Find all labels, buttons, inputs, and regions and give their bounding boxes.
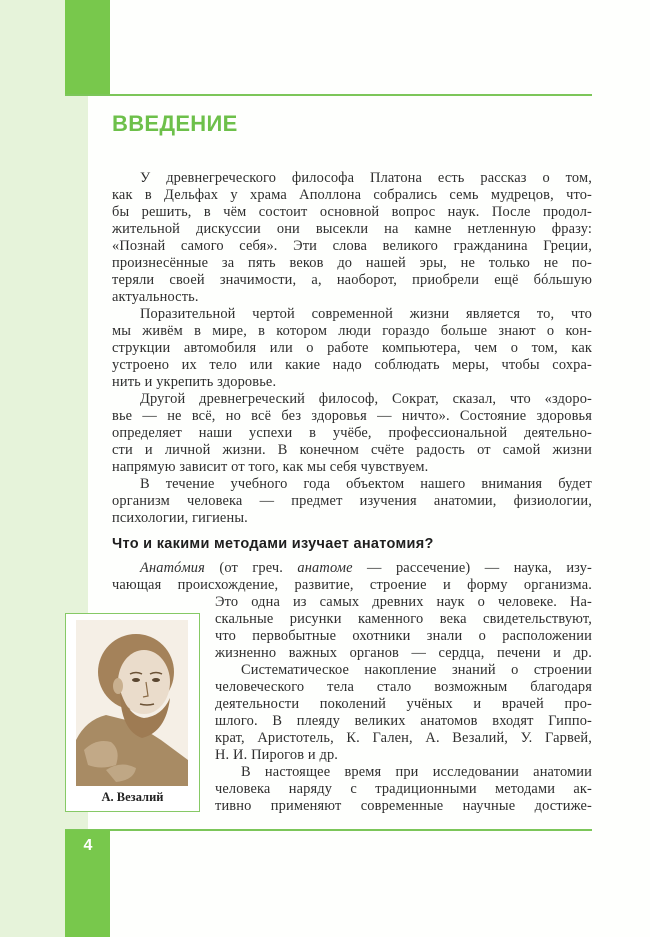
text-line: В течение учебного года объектом нашего внимания будет	[140, 476, 592, 492]
text-line: деятельности поколений учёных и врачей про-	[215, 696, 592, 712]
text-line: Систематическое накопление знаний о строении	[241, 662, 592, 678]
text-line: жизненно важных органов — сердца, печени и др.	[215, 645, 592, 661]
portrait-figure	[65, 613, 200, 812]
text-line: бы решить, в чём состоит основной вопрос наук. После продол-	[112, 204, 592, 220]
text-line: Поразительной чертой современной жизни является то, что	[140, 306, 592, 322]
portrait-illustration-icon	[76, 620, 188, 786]
text-line: как в Дельфах у храма Аполлона собрались семь мудрецов, что-	[112, 187, 592, 203]
text-line: произнесённые за пять веков до нашей эры, не только не по-	[112, 255, 592, 271]
text-line: скальные рисунки каменного века свидетельствуют,	[215, 611, 592, 627]
text-line: человека наряду с традиционными методами ак-	[215, 781, 592, 797]
text-line: сти и личной жизни. В конечном счёте радость от самой жизни	[112, 442, 592, 458]
footer-rule	[65, 829, 592, 831]
text-line: устроено их тело или какие надо соблюдать меры, чтобы сохра-	[112, 357, 592, 373]
text-fragment: (от греч.	[204, 560, 298, 576]
text-line-definition	[140, 560, 592, 577]
text-line: что первобытные охотники знали о расположении	[215, 628, 592, 644]
header-accent-block	[65, 0, 110, 96]
chapter-title: ВВЕДЕНИЕ	[112, 111, 238, 136]
text-line: струкции автомобиля или о работе компьютера, чем о том, как	[112, 340, 592, 356]
text-line: определяет наши успехи в учёбе, профессиональной деятельно-	[112, 425, 592, 441]
text-line: крат, Аристотель, К. Гален, А. Везалий, У. Гарвей,	[215, 730, 592, 746]
left-margin-strip-bottom	[0, 830, 65, 937]
text-line: человеческого тела стало возможным благодаря	[215, 679, 592, 695]
text-line: чающая происхождение, развитие, строение и форму организма.	[112, 577, 592, 593]
text-line: Другой древнегреческий философ, Сократ, сказал, что «здоро-	[140, 391, 592, 407]
text-line: шлого. В плеяду великих анатомов входят Гиппо-	[215, 713, 592, 729]
text-line: Н. И. Пирогов и др.	[215, 747, 339, 763]
text-line: тивно применяют современные научные достиже-	[215, 798, 592, 814]
text-line: актуальность.	[112, 289, 199, 305]
text-line: У древнегреческого философа Платона есть рассказ о том,	[140, 170, 592, 186]
text-line: вье — не всё, но всё без здоровья — ничто». Состояние здоровья	[112, 408, 592, 424]
term-anatomy: Анатóмия	[140, 560, 205, 576]
text-fragment: — рассечение) — наука, изу-	[352, 560, 592, 576]
portrait-image	[76, 620, 188, 786]
greek-term: анатоме	[297, 560, 353, 576]
text-line: теряли своей значимости, а, наоборот, приобрели ещё бóльшую	[112, 272, 592, 288]
text-line: Это одна из самых древних наук о человеке. На-	[215, 594, 592, 610]
portrait-caption: А. Везалий	[101, 790, 164, 804]
page-number: 4	[83, 837, 93, 854]
text-line: В настоящее время при исследовании анатомии	[241, 764, 592, 780]
text-line: организм человека — предмет изучения анатомии, физиологии,	[112, 493, 592, 509]
text-line: «Познай самого себя». Эти слова великого гражданина Греции,	[112, 238, 592, 254]
text-line: мы живём в мире, в котором люди гораздо больше знают о кон-	[112, 323, 592, 339]
section-heading: Что и какими методами изучает анатомия?	[112, 536, 434, 552]
text-line: жительной дискуссии они высекли на камне нетленную фразу:	[112, 221, 592, 237]
text-line: нить и укрепить здоровье.	[112, 374, 277, 390]
text-line: напрямую зависит от того, как мы себя чувствуем.	[112, 459, 429, 475]
text-line: психологии, гигиены.	[112, 510, 248, 526]
